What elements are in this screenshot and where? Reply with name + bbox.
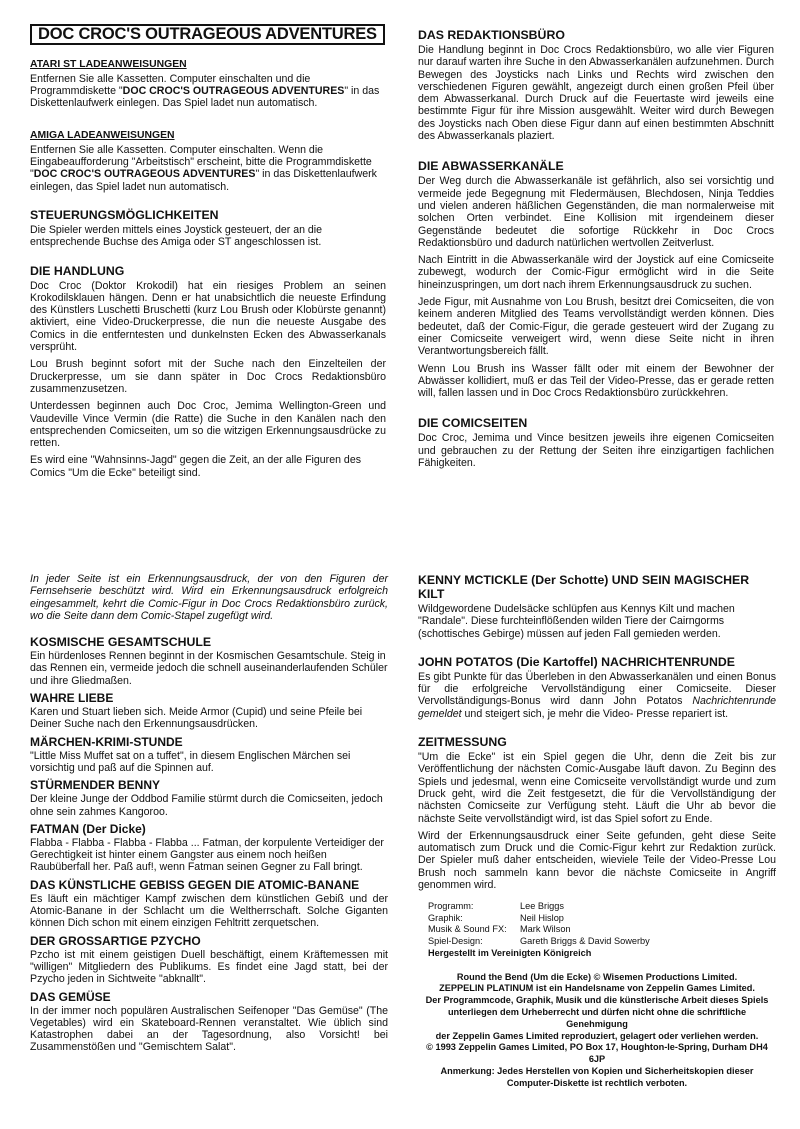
timing-paragraph: "Um die Ecke" ist ein Spiel gegen die Uhr, denn die Zeit bis zur Veröffentlichung der nächsten Comic-Ausgabe läuft davon. Zu Beginn des Spiels und jedesmal, wenn eine Comicseite vervollständigt wurde und zum Druck geht, wird die Zeit festgesetzt, die für die Vervollständigung der nächsten Comicseite zur Verfügung steht. Läuft die Uhr ab bevor die nächste Seite vervollständigt wird, ist das Spiel sofort zu Ende. xyxy=(418,751,776,825)
level-item xyxy=(30,636,388,687)
controls-section xyxy=(30,208,386,249)
credit-name: Lee Briggs xyxy=(520,901,564,912)
story-paragraph: Lou Brush beginnt sofort mit der Suche nach den Einzelteilen der Druckerpresse, um sie dann später in Doc Crocs Redaktionsbüro zusammenzusetzen. xyxy=(30,358,386,395)
comicpages-text: Doc Croc, Jemima und Vince besitzen jeweils ihre eigenen Comicseiten und gebrauchen zu der Rettung der Seiten ihre einzigartigen fachlichen Fähigkeiten. xyxy=(418,432,774,470)
atari-text-start: Entfernen Sie alle Kassetten. Computer einschalten und die Programmdiskette " xyxy=(30,72,311,97)
legal-line: Round the Bend (Um die Ecke) © Wisemen Productions Limited. xyxy=(456,971,738,982)
legal-notice xyxy=(418,972,776,1090)
timing-paragraph: Wird der Erkennungsausdruck einer Seite gefunden, geht diese Seite automatisch zum Druck und die Comic-Figur kehrt zur Redaktion zurück. Der Spieler muß daher entscheiden, wieviele Teile der Video-Presse Lou Brush noch sammeln kann bevor die nächste Comicseite in Angriff genommen wird. xyxy=(418,829,776,892)
credit-name: Neil Hislop xyxy=(520,912,564,923)
controls-heading: STEUERUNGSMÖGLICHKEITEN xyxy=(30,207,219,222)
level-item xyxy=(30,692,388,731)
level-heading: KOSMISCHE GESAMTSCHULE xyxy=(30,635,212,650)
credit-row xyxy=(428,924,650,936)
amiga-text-start: Entfernen Sie alle Kassetten. Computer einschalten. Wenn die Eingabeaufforderung "Arbeitstisch" erscheint, bitte die Programmdiskette " xyxy=(30,143,372,181)
potatos-text-italic: Nachrichtenrunde gemeldet xyxy=(418,695,776,720)
legal-line: © 1993 Zeppelin Games Limited, PO Box 17, Houghton-le-Spring, Durham DH4 6JP xyxy=(426,1042,768,1065)
potatos-text-start: Es gibt Punkte für das Überleben in den Abwasserkanälen und einen Bonus für die erfolgreiche Vervollständigung einer Comicseite. Dieser Vervollständigungs-Bonus wird dann John Potatos xyxy=(418,670,776,708)
level-item xyxy=(30,736,388,775)
credit-name: Mark Wilson xyxy=(520,924,571,935)
level-heading: STÜRMENDER BENNY xyxy=(30,778,161,793)
intro-text: In jeder Seite ist ein Erkennungsausdruck, der von den Figuren der Fernsehserie beschützt wird. Wird ein Erkennungsausdruck erfolgreich eingesammelt, kehrt die Comic-Figur in Doc Crocs Redaktionsbüro zurück, wo die Seite dann dem Comic-Stapel zugefügt wird. xyxy=(30,573,388,622)
level-item xyxy=(30,991,388,1054)
credit-name: Gareth Briggs & David Sowerby xyxy=(520,935,650,946)
legal-line: Anmerkung: Jedes Herstellen von Kopien und Sicherheitskopien dieser xyxy=(440,1066,754,1077)
level-text: Karen und Stuart lieben sich. Meide Armor (Cupid) und seine Pfeile bei Deiner Suche nach den Erkennungsausdrücken. xyxy=(30,706,363,731)
credit-role: Spiel-Design: xyxy=(428,935,483,946)
made-in-text: Hergestellt im Vereinigten Königreich xyxy=(428,948,592,959)
potatos-heading: JOHN POTATOS (Die Kartoffel) NACHRICHTENRUNDE xyxy=(418,654,735,669)
level-item xyxy=(30,935,388,986)
level-text: "Little Miss Muffet sat on a tuffet", in diesem Englischen Märchen sei vorsichtig und paß auf die Spinnen auf. xyxy=(30,749,351,774)
credits-table xyxy=(428,901,650,947)
top-right-column xyxy=(418,28,774,474)
level-item xyxy=(30,823,388,874)
level-text: Der kleine Junge der Oddbod Familie stürmt durch die Comicseiten, jedoch ohne sein zahmes Kangoroo. xyxy=(30,793,383,818)
amiga-game-name: DOC CROC'S OUTRAGEOUS ADVENTURES xyxy=(33,168,256,181)
level-text: Flabba - Flabba - Flabba - Flabba ... Fatman, der korpulente Verteidiger der Gerechtigkeit ist hinter einem Gangster aus einem noch heißen Raubüberfall her. Paß auf!, wenn Fatman seinen Gegner zu Fall bringt. xyxy=(30,836,384,874)
legal-line: der Zeppelin Games Limited reproduziert, gelagert oder verliehen werden. xyxy=(435,1030,759,1041)
sewers-section xyxy=(418,159,774,399)
level-item xyxy=(30,879,388,930)
atari-section xyxy=(30,59,386,109)
controls-text: Die Spieler werden mittels eines Joystick gesteuert, der an die entsprechende Buchse des Amiga oder ST angeschlossen ist. xyxy=(30,223,323,249)
bottom-right-column xyxy=(418,573,776,1090)
level-heading: DAS GEMÜSE xyxy=(30,989,111,1004)
comicpages-heading: DIE COMICSEITEN xyxy=(418,416,528,431)
level-text: Ein hürdenloses Rennen beginnt in der Kosmischen Gesamtschule. Steig in das Rennen ein, vermeide jedoch die schnell auseinanderlaufenden Schüler und ihre Gliedmaßen. xyxy=(30,650,388,687)
credit-row xyxy=(428,936,650,948)
potatos-text-end: und steigert sich, je mehr die Video- Presse repariert ist. xyxy=(461,707,729,720)
office-text: Die Handlung beginnt in Doc Crocs Redaktionsbüro, wo alle vier Figuren nur darauf warten ihre Suche in den Abwasserkanälen aufzunehmen. Durch Bewegen des Joysticks nach Links und Rechts wird zwischen den verschiedenen Figuren gewählt, angezeigt durch einen großen Pfeil über dem Abwasserkanal. Durch Druck auf die Feuertaste wird jeweils eine bestimmte Figur für ihre Mission ausgewählt. Weiter wird durch Bewegen des Joysticks nach Oben diese Figur dann auf einen bestimmten Abschnitt des Abwasserkanals plaziert. xyxy=(418,44,774,143)
sewers-heading: DIE ABWASSERKANÄLE xyxy=(418,159,564,174)
credit-role: Graphik: xyxy=(428,912,463,923)
credit-role: Musik & Sound FX: xyxy=(428,924,507,935)
kenny-heading: KENNY MCTICKLE (Der Schotte) UND SEIN MAGISCHER KILT xyxy=(418,573,750,601)
legal-line: Computer-Diskette ist rechtlich verboten. xyxy=(506,1077,688,1088)
amiga-heading: AMIGA LADEANWEISUNGEN xyxy=(30,130,175,142)
comicpages-section xyxy=(418,416,774,469)
atari-text-end: " in das Diskettenlaufwerk einlegen. Das Spiel ladet nun automatisch. xyxy=(30,84,380,110)
amiga-section xyxy=(30,130,386,192)
story-section xyxy=(30,264,386,479)
timing-section xyxy=(418,735,776,891)
legal-line: ZEPPELIN PLATINUM ist ein Handelsname von Zeppelin Games Limited. xyxy=(439,983,755,994)
atari-heading: ATARI ST LADEANWEISUNGEN xyxy=(30,59,187,71)
level-text: In der immer noch populären Australischen Seifenoper "Das Gemüse" (The Vegetables) wird ein Skateboard-Rennen veranstaltet. Wie üblich sind Katastrophen dabei an der Tagesordnung, also Vorsicht! bei Zusammenstößen und "Gemischtem Salat". xyxy=(30,1004,388,1054)
sewers-paragraph: Nach Eintritt in die Abwasserkanäle wird der Joystick auf eine Comicseite zubewegt, wodurch der Comic-Figur ermöglicht wird in die Seite hineinzuspringen, um dort nach ihrem Erkennungsausdruck zu suchen. xyxy=(418,254,774,291)
story-paragraph: Doc Croc (Doktor Krokodil) hat ein riesiges Problem an seinen Krokodilsklauen hängen. Denn er hat unabsichtlich die neueste Erfindung des Künstlers Luschetti Bruschetti (kurz Lou Brush oder Klobürste genannt) aktiviert, eine Video-Druckerpresse, die nun die neueste Ausgabe des Comics in die entferntesten und dunkelnsten Ecken des Abwasserkanals versprüht. xyxy=(30,279,386,354)
level-text: Es läuft ein mächtiger Kampf zwischen dem künstlichen Gebiß und der Atomic-Banane in der Schlacht um die Weltherrschaft. Solche Giganten können Dich schon mit einem einzigen Fehltritt zerquetschen. xyxy=(30,892,388,930)
amiga-text-end: " in das Diskettenlaufwerk einlegen, das Spiel ladet nun automatisch. xyxy=(30,168,377,193)
level-heading: MÄRCHEN-KRIMI-STUNDE xyxy=(30,734,183,749)
level-item xyxy=(30,779,388,818)
level-heading: DER GROSSARTIGE PZYCHO xyxy=(30,933,201,948)
story-paragraph: Es wird eine "Wahnsinns-Jagd" gegen die Zeit, an der alle Figuren des Comics "Um die Ecke" beteiligt sind. xyxy=(30,454,362,479)
atari-game-name: DOC CROC'S OUTRAGEOUS ADVENTURES xyxy=(122,84,345,97)
kenny-text: Wildgewordene Dudelsäcke schlüpfen aus Kennys Kilt und machen "Randale". Diese furchteinflößenden wilden Tiere der Cairngorms (schottisches Gebirge) müssen auf jeden Fall gemieden werden. xyxy=(418,603,735,640)
sewers-paragraph: Jede Figur, mit Ausnahme von Lou Brush, besitzt drei Comicseiten, die von keinem anderen Mitglied des Teams vervollständigt werden können. Dies bedeutet, daß der Comic-Figur, die gerade gesteuert wird der Zugang zu einer Comicseite verweigert wird, wenn diese Seite nicht in ihren Verantwortungsbereich fällt. xyxy=(418,296,774,358)
level-heading: WAHRE LIEBE xyxy=(30,691,114,706)
story-heading: DIE HANDLUNG xyxy=(30,263,125,278)
credit-row xyxy=(428,901,650,913)
credit-role: Programm: xyxy=(428,901,474,912)
potatos-section xyxy=(418,655,776,720)
sewers-paragraph: Der Weg durch die Abwasserkanäle ist gefährlich, also sei vorsichtig und vermeide jede Begegnung mit Fledermäusen, Blechdosen, Ninja Teddies und vielen anderen häßlichen Gegenständen, die man normalerweise mit solchen Orten verbindet. Eine Kollision mit irgendeinem dieser Gegenstände bedeutet die sofortige Rückkehr in Doc Crocs Redaktionsbüro und dadurch natürlichen wertvollen Zeitverlust. xyxy=(418,175,774,249)
sewers-paragraph: Wenn Lou Brush ins Wasser fällt oder mit einem der Bewohner der Abwässer kollidiert, muß er das Teil der Video-Presse, das er gerade retten will, fallen lassen und in Doc Crocs Redaktionsbüro zurückkehren. xyxy=(418,362,774,400)
legal-line: unterliegen dem Urheberrecht und dürfen nicht ohne die schriftliche Genehmigung xyxy=(447,1007,747,1029)
top-left-column xyxy=(30,24,386,484)
timing-heading: ZEITMESSUNG xyxy=(418,735,507,750)
story-paragraph: Unterdessen beginnen auch Doc Croc, Jemima Wellington-Green und Vaudeville Vince Vermin (die Ratte) die Suche in den Kanälen nach den entsprechenden Comicseiten, um so die witzigen Erkennungsausdrücke zu retten. xyxy=(30,400,386,450)
level-text: Pzcho ist mit einem geistigen Duell beschäftigt, einem Kräftemessen mit "willigen" Mitgliedern des Publikums. Es findet eine Jagd statt, bei der Pzycho jeden in Sichtweite "abknallt". xyxy=(30,948,388,986)
level-heading: FATMAN (Der Dicke) xyxy=(30,821,146,836)
office-section xyxy=(418,28,774,142)
document-title: DOC CROC'S OUTRAGEOUS ADVENTURES xyxy=(30,24,385,45)
office-heading: DAS REDAKTIONSBÜRO xyxy=(418,28,565,42)
legal-line: Der Programmcode, Graphik, Musik und die künstlerische Arbeit dieses Spiels xyxy=(425,995,769,1006)
credit-row xyxy=(428,913,650,925)
level-heading: DAS KÜNSTLICHE GEBISS GEGEN DIE ATOMIC-BANANE xyxy=(30,877,360,892)
kenny-section xyxy=(418,573,776,640)
levels-list xyxy=(30,636,388,1054)
bottom-left-column xyxy=(30,573,388,1059)
